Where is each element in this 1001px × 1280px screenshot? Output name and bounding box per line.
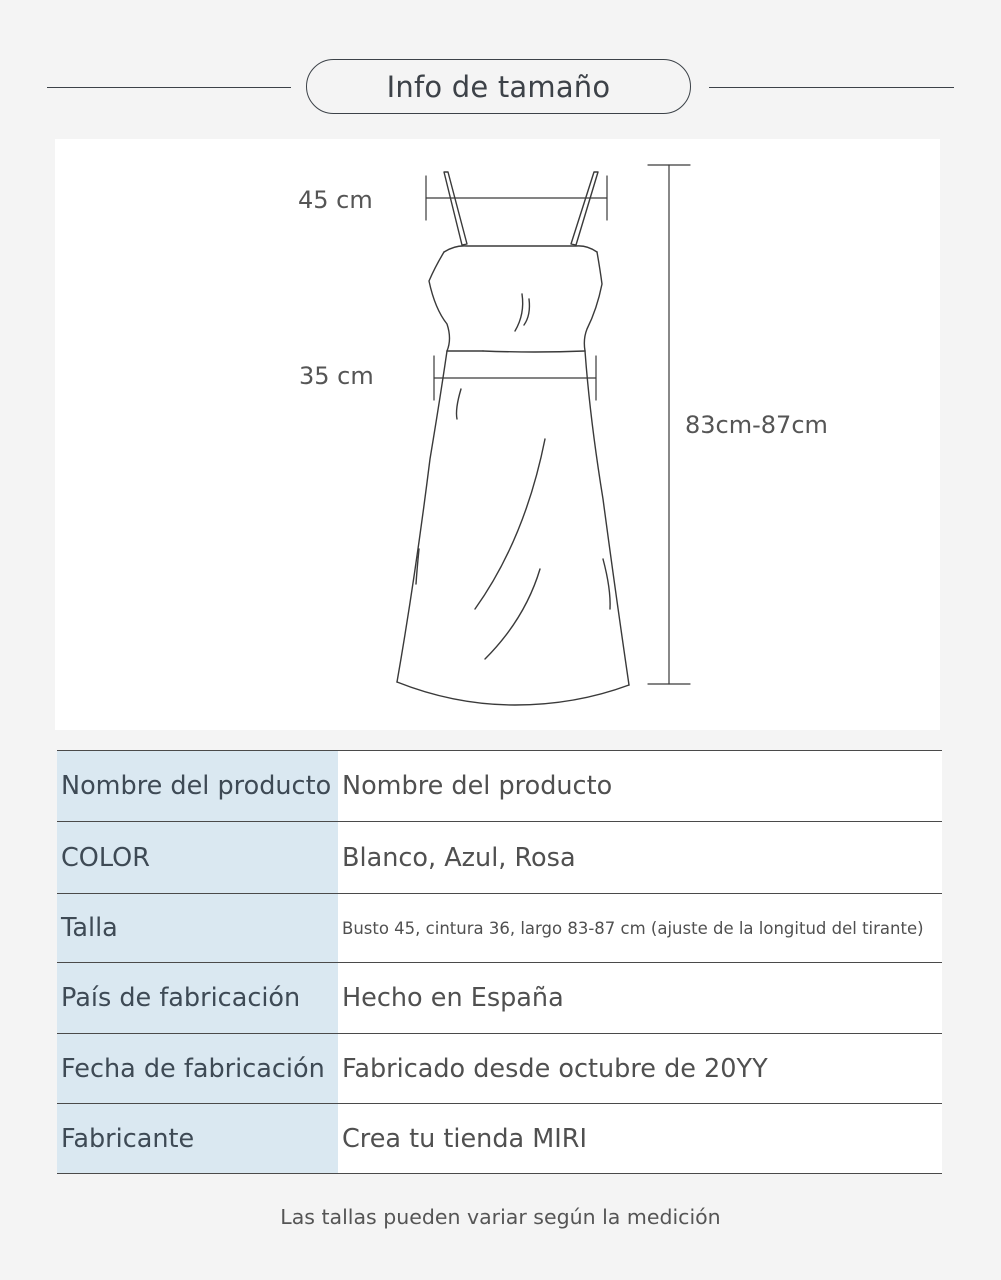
header-divider-right [709,87,954,88]
table-row [57,1104,942,1174]
row-value: Fabricado desde octubre de 20YY [338,1034,942,1104]
row-label: Fecha de fabricación [57,1034,338,1104]
length-measurement-label: 83cm-87cm [685,411,828,439]
row-label: COLOR [57,822,338,894]
length-measure-line [648,165,690,684]
table-row [57,1034,942,1104]
table-row [57,751,942,822]
waist-measurement-label: 35 cm [299,362,374,390]
row-value: Hecho en España [338,963,942,1034]
row-label: Talla [57,894,338,963]
row-label: Nombre del producto [57,751,338,822]
skirt-right [585,351,629,685]
bust-measure-line [426,176,607,220]
row-value: Nombre del producto [338,751,942,822]
table-row [57,894,942,963]
hem [397,682,629,705]
skirt-left [397,351,447,682]
row-label: País de fabricación [57,963,338,1034]
row-value: Busto 45, cintura 36, largo 83-87 cm (ajuste de la longitud del tirante) [338,894,942,963]
size-diagram-panel [55,139,940,730]
neckline [444,246,597,252]
header-divider-left [47,87,291,88]
table-row [57,963,942,1034]
row-value: Blanco, Azul, Rosa [338,822,942,894]
row-label: Fabricante [57,1104,338,1174]
bust-measurement-label: 45 cm [298,186,373,214]
product-spec-table [57,750,942,1174]
waist-measure-line [434,356,596,400]
section-title: Info de tamaño [306,59,691,114]
table-row [57,822,942,894]
bodice-right [584,252,602,351]
waist-seam [483,351,585,352]
left-strap [444,172,467,245]
row-value: Crea tu tienda MIRI [338,1104,942,1174]
bodice-left [429,252,450,351]
right-strap [571,172,598,245]
footer-note: Las tallas pueden variar según la medición [280,1205,721,1229]
